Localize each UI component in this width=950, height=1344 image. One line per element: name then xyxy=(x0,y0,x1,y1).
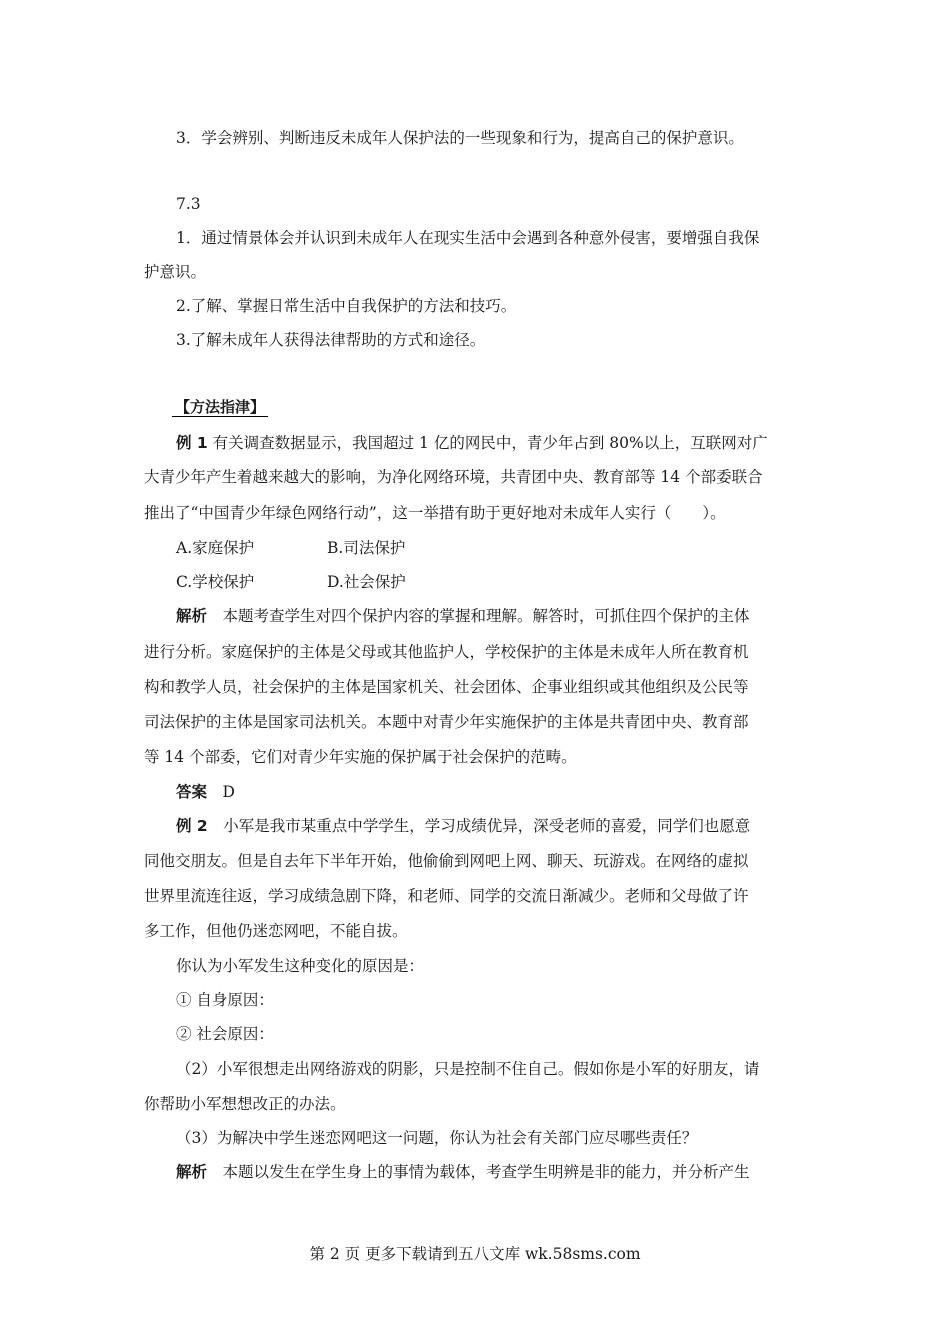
option-c: C.学校保护 xyxy=(176,573,255,591)
method-heading: 【方法指津】 xyxy=(172,398,268,417)
example-2-analysis-text-1: 本题以发生在学生身上的事情为载体，考查学生明辨是非的能力，并分析产生 xyxy=(207,1163,750,1181)
example-2-label: 例 2 xyxy=(176,817,208,835)
example-2-text-1: 小军是我市某重点中学学生，学习成绩优异，深受老师的喜爱，同学们也愿意 xyxy=(207,817,751,835)
option-b: B.司法保护 xyxy=(327,539,406,557)
example-2-question-2-line-1: （2）小军很想走出网络游戏的阴影，只是控制不住自己。假如你是小军的好朋友，请 xyxy=(176,1060,760,1078)
example-1-analysis-line-4: 司法保护的主体是国家司法机关。本题中对青少年实施保护的主体是共青团中央、教育部 xyxy=(144,713,749,731)
example-1-line-3: 推出了“中国青少年绿色网络行动”，这一举措有助于更好地对未成年人实行（ ）。 xyxy=(144,504,726,522)
goal-7-3-item-2: 2.了解、掌握日常生活中自我保护的方法和技巧。 xyxy=(176,297,517,315)
page-footer: 第 2 页 更多下载请到五八文库 wk.58sms.com xyxy=(309,1245,641,1263)
example-2-analysis-label: 解析 xyxy=(176,1163,208,1181)
example-1-text-1: 有关调查数据显示，我国超过 1 亿的网民中，青少年占到 80%以上，互联网对广 xyxy=(207,434,768,452)
example-1-analysis-line-3: 构和教学人员，社会保护的主体是国家机关、社会团体、企事业组织或其他组织及公民等 xyxy=(144,678,749,696)
example-2-question-1: 你认为小军发生这种变化的原因是： xyxy=(176,957,425,975)
example-2-question-1-a: ① 自身原因： xyxy=(176,991,274,1009)
example-2-question-3: （3）为解决中学生迷恋网吧这一问题，你认为社会有关部门应尽哪些责任？ xyxy=(176,1129,698,1147)
goal-7-3-item-1-line-2: 护意识。 xyxy=(144,263,207,281)
example-1-analysis-line-2: 进行分析。家庭保护的主体是父母或其他监护人，学校保护的主体是未成年人所在教育机 xyxy=(144,643,749,661)
example-1-answer xyxy=(176,782,235,802)
example-2-question-1-b: ② 社会原因： xyxy=(176,1025,274,1043)
analysis-text-1: 本题考查学生对四个保护内容的掌握和理解。解答时，可抓住四个保护的主体 xyxy=(207,607,750,625)
option-a: A.家庭保护 xyxy=(176,539,255,557)
example-2-line-1 xyxy=(176,816,750,836)
answer-value: D xyxy=(207,783,235,801)
example-1-line-1 xyxy=(176,433,768,453)
goal-7-3-item-1-line-1: 1．通过情景体会并认识到未成年人在现实生活中会遇到各种意外侵害，要增强自我保 xyxy=(176,229,760,247)
example-2-line-4: 多工作，但他仍迷恋网吧，不能自拔。 xyxy=(144,922,408,940)
example-1-analysis-line-5: 等 14 个部委，它们对青少年实施的保护属于社会保护的范畴。 xyxy=(144,748,577,766)
section-number-7-3: 7.3 xyxy=(176,195,201,213)
example-2-line-2: 同他交朋友。但是自去年下半年开始，他偷偷到网吧上网、聊天、玩游戏。在网络的虚拟 xyxy=(144,852,749,870)
analysis-label: 解析 xyxy=(176,607,208,625)
goal-7-3-item-3: 3.了解未成年人获得法律帮助的方式和途径。 xyxy=(176,331,486,349)
goal-7-2-item-3: 3．学会辨别、判断违反未成年人保护法的一些现象和行为，提高自己的保护意识。 xyxy=(176,129,744,147)
example-1-analysis-line-1 xyxy=(176,606,750,626)
example-1-line-2: 大青少年产生着越来越大的影响，为净化网络环境，共青团中央、教育部等 14 个部委联合 xyxy=(144,468,763,486)
answer-label: 答案 xyxy=(176,783,208,801)
option-d: D.社会保护 xyxy=(327,573,406,591)
example-2-question-2-line-2: 你帮助小军想想改正的办法。 xyxy=(144,1095,346,1113)
example-2-analysis-line-1 xyxy=(176,1162,750,1182)
example-2-line-3: 世界里流连往返，学习成绩急剧下降，和老师、同学的交流日渐减少。老师和父母做了许 xyxy=(144,887,749,905)
example-1-label: 例 1 xyxy=(176,434,208,452)
